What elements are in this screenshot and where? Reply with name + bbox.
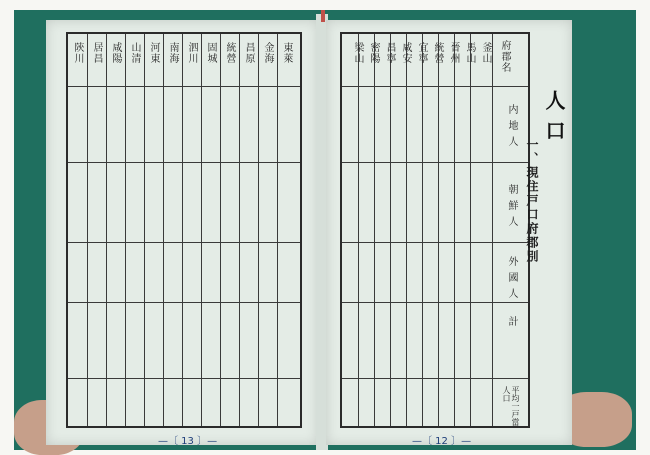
- left-header-line: [68, 86, 300, 87]
- section-subtitle: 一、現住戸口府郡別: [525, 138, 539, 264]
- right-col-line: [470, 34, 471, 426]
- left-page: [46, 20, 318, 445]
- right-row-line: [342, 242, 528, 243]
- left-col-line: [239, 34, 240, 426]
- header-total: 計: [506, 316, 517, 332]
- left-col-line: [87, 34, 88, 426]
- left-row-line: [68, 242, 300, 243]
- right-district-name: 統營: [432, 42, 443, 64]
- right-col-line: [406, 34, 407, 426]
- left-folio: —〔 13 〕—: [158, 436, 218, 447]
- right-col-line: [358, 34, 359, 426]
- right-district-name: 咸安: [400, 42, 411, 64]
- header-naichi: 内地人: [506, 104, 517, 152]
- left-col-line: [220, 34, 221, 426]
- right-district-name: 梁山: [352, 42, 363, 64]
- left-district-name: 金海: [262, 42, 273, 64]
- right-header-line: [342, 86, 528, 87]
- left-col-line: [182, 34, 183, 426]
- right-district-name: 晉州: [448, 42, 459, 64]
- right-header-divider: [492, 34, 493, 426]
- row-header-label: 府郡名: [499, 40, 510, 73]
- right-row-line: [342, 162, 528, 163]
- right-district-name: 釜山: [480, 42, 491, 64]
- left-district-name: 東萊: [281, 42, 292, 64]
- left-col-line: [163, 34, 164, 426]
- left-row-line: [68, 378, 300, 379]
- right-col-line: [438, 34, 439, 426]
- left-district-name: 居昌: [91, 42, 102, 64]
- left-col-line: [144, 34, 145, 426]
- right-folio: —〔 12 〕—: [412, 436, 472, 447]
- left-district-name: 陝川: [72, 42, 83, 64]
- left-district-name: 固城: [205, 42, 216, 64]
- right-col-line: [454, 34, 455, 426]
- right-row-line: [342, 378, 528, 379]
- header-gaikoku: 外國人: [506, 256, 517, 304]
- left-district-name: 泗川: [186, 42, 197, 64]
- spine-thread: [321, 10, 325, 22]
- left-district-name: 咸陽: [110, 42, 121, 64]
- left-district-name: 昌原: [243, 42, 254, 64]
- left-col-line: [201, 34, 202, 426]
- left-district-name: 河東: [148, 42, 159, 64]
- header-avg-per-household: 平均一戸當人口: [502, 386, 520, 426]
- right-col-line: [390, 34, 391, 426]
- left-district-name: 山清: [129, 42, 140, 64]
- header-chosen: 朝鮮人: [506, 184, 517, 232]
- right-row-line: [342, 302, 528, 303]
- right-col-line: [374, 34, 375, 426]
- section-title: 人口: [542, 90, 566, 150]
- left-col-line: [106, 34, 107, 426]
- right-col-line: [422, 34, 423, 426]
- left-district-name: 南海: [167, 42, 178, 64]
- left-col-line: [125, 34, 126, 426]
- right-district-name: 馬山: [464, 42, 475, 64]
- left-table: [66, 32, 302, 428]
- left-district-name: 統營: [224, 42, 235, 64]
- left-row-line: [68, 162, 300, 163]
- right-district-name: 宜寧: [416, 42, 427, 64]
- right-district-name: 昌寧: [384, 42, 395, 64]
- right-table: [340, 32, 530, 428]
- left-row-line: [68, 302, 300, 303]
- left-col-line: [277, 34, 278, 426]
- right-page: [326, 20, 572, 445]
- left-col-line: [258, 34, 259, 426]
- right-district-name: 密陽: [368, 42, 379, 64]
